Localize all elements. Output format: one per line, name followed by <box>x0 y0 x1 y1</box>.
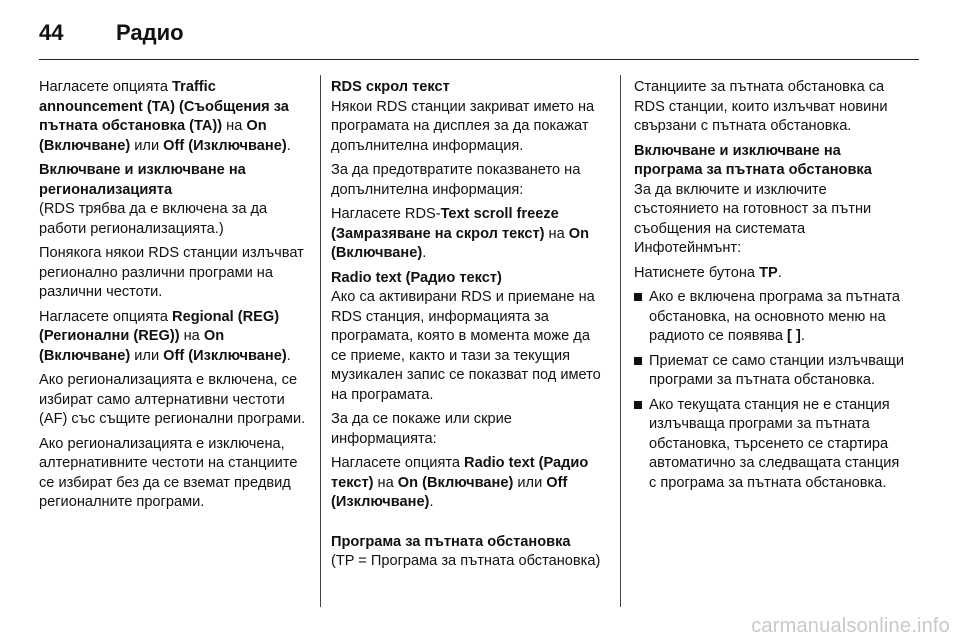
page-title: Радио <box>116 20 184 45</box>
watermark: carmanualsonline.info <box>751 615 950 637</box>
paragraph: (TP = Програма за пътната обстановка) <box>331 553 601 569</box>
paragraph: Понякога някои RDS станции излъчват регионално различни програми на различни честоти. <box>39 245 304 300</box>
paragraph: Нагласете опцията Radio text (Радио текст) на On (Включване) или Off (Изключване). <box>331 455 589 510</box>
spacer <box>331 518 607 533</box>
column-2 <box>331 78 607 577</box>
header-rule <box>39 59 919 60</box>
paragraph: Нагласете опцията Regional (REG) (Регионални (REG)) на On (Включване) или Off (Изключване). <box>39 308 291 364</box>
square-bullet-icon <box>634 401 642 409</box>
section-heading: Radio text (Радио текст) <box>331 269 502 286</box>
column-divider-1 <box>320 75 321 607</box>
list-item: Ако текущата станция не е станция излъчваща програми за пътната обстановка, търсенето се стартира автоматично за следващата станция с програма за пътната обстановка. <box>634 396 910 494</box>
paragraph: Натиснете бутона TP. <box>634 264 782 281</box>
paragraph: Някои RDS станции закриват името на програмата на дисплея за да покажат допълнителна информация. <box>331 98 595 154</box>
list-item: Ако е включена програма за пътната обстановка, на основното меню на радиото се появява [ ]. <box>634 288 910 347</box>
column-3 <box>634 78 910 498</box>
page-number: 44 <box>39 20 64 45</box>
paragraph: (RDS трябва да е включена за да работи регионализацията.) <box>39 201 268 237</box>
paragraph: Нагласете RDS-Text scroll freeze (Замразяване на скрол текст) на On (Включване). <box>331 206 590 261</box>
paragraph: Ако регионализацията е изключена, алтернативните честоти на станциите се избират без да се вземат предвид регионалните програми. <box>39 435 298 510</box>
page-header <box>39 14 919 54</box>
bullet-list <box>634 288 910 493</box>
list-item: Приемат се само станции излъчващи програми за пътната обстановка. <box>634 352 910 391</box>
paragraph: За да предотвратите показването на допълнителна информация: <box>331 162 581 198</box>
column-1 <box>39 78 309 518</box>
section-heading: Включване и изключване на регионализацията <box>39 162 246 198</box>
section-heading: Включване и изключване на програма за пътната обстановка <box>634 142 872 178</box>
paragraph: За да се покаже или скрие информацията: <box>331 411 512 447</box>
column-divider-2 <box>620 75 621 607</box>
paragraph: За да включите и изключите състоянието на готовност за пътни съобщения на системата Инфотейнмънт: <box>634 181 872 256</box>
paragraph: Ако са активирани RDS и приемане на RDS станция, информацията за програмата, която в момента може да се приеме, както и тази за текущия музикален запис се показват под името на програмата. <box>331 289 601 403</box>
paragraph: Станциите за пътната обстановка са RDS станции, които излъчват новини свързани с пътната обстановка. <box>634 79 888 134</box>
section-heading: RDS скрол текст <box>331 79 450 95</box>
square-bullet-icon <box>634 357 642 365</box>
section-heading: Програма за пътната обстановка <box>331 533 571 550</box>
paragraph: Ако регионализацията е включена, се избират само алтернативни честоти (AF) със същите регионални програми. <box>39 372 306 427</box>
paragraph: Нагласете опцията Traffic announcement (TA) (Съобщения за пътната обстановка (TA)) на On (Включване) или Off (Изключване). <box>39 79 291 154</box>
square-bullet-icon <box>634 293 642 301</box>
